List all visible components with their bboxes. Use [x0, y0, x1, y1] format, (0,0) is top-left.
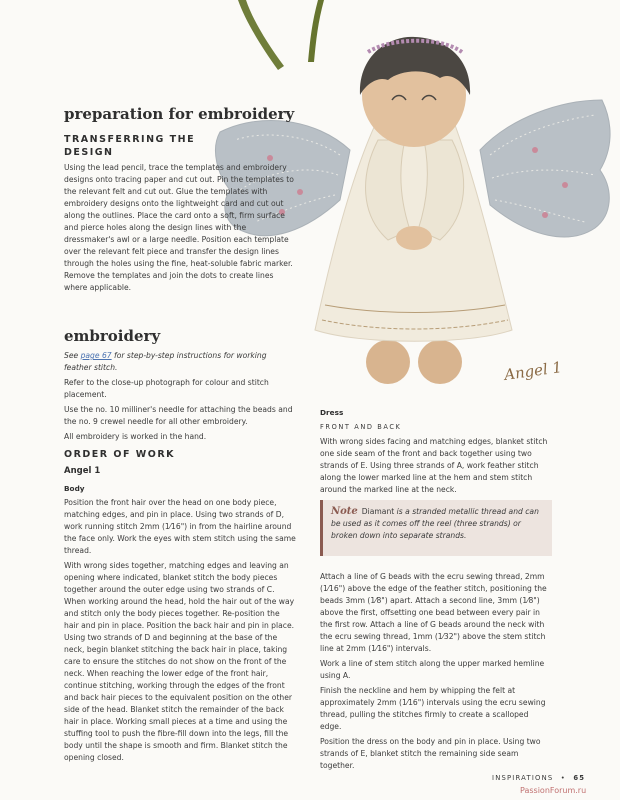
dress-p5: Position the dress on the body and pin in place. Using two strands of E, blanket stitch the remaining side seam together. [320, 737, 541, 770]
prep-heading: preparation for embroidery [64, 105, 295, 123]
footer-separator: • [560, 774, 566, 782]
order-heading: ORDER OF WORK [64, 449, 175, 460]
page-67-link[interactable]: page 67 [80, 351, 112, 360]
embroidery-p2: Use the no. 10 milliner's needle for attaching the beads and the no. 9 crewel needle for all other embroidery. [64, 405, 293, 426]
photo-caption: Angel 1 [503, 358, 564, 384]
dress-p2: Attach a line of G beads with the ecru sewing thread, 2mm (1⁄16") above the edge of the feather stitch, positioning the beads 3mm (1⁄8") apart. Attach a second line, 3mm (1⁄8") above the first, offsetting one bead between every pair in the first row. Attach a line of G beads around the neck with the ecru sewing thread, 1mm (1⁄32") above the stem stitch line at 2mm (1⁄16") intervals. [320, 572, 547, 653]
dress-subheading: FRONT AND BACK [320, 423, 402, 431]
note-box [320, 500, 552, 556]
watermark: PassionForum.ru [520, 786, 587, 795]
ribbon [238, 0, 284, 70]
body-section [64, 497, 296, 767]
dress-section [320, 571, 552, 775]
page-number: 65 [573, 774, 586, 782]
dress-p1: With wrong sides facing and matching edges, blanket stitch one side seam of the front and back together using two strands of E. Using three strands of A, work feather stitch along the lower marked line at the hem and stem stitch around the marked line at the neck. [320, 437, 548, 494]
body-p1: Position the front hair over the head on one body piece, matching edges, and pin in place. Using two strands of D, work running stitch 2mm (1⁄16") in from the hairline around the face only. Work the eyes with stem stitch using the same thread. [64, 498, 296, 555]
note-label: Note [331, 506, 358, 517]
embroidery-section [64, 350, 296, 446]
ribbon-right [308, 0, 324, 62]
dress-p4: Finish the neckline and hem by whipping the felt at approximately 2mm (1⁄16") intervals using the ecru sewing thread, pulling the stitches firmly to create a scalloped edge. [320, 686, 546, 731]
angel-heading: Angel 1 [64, 466, 101, 476]
note-keyword: Diamant [361, 507, 395, 516]
see-note: See page 67 for step-by-step instructions for working feather stitch. [64, 351, 267, 372]
embroidery-p3: All embroidery is worked in the hand. [64, 432, 207, 441]
note-text: is a stranded metallic thread and can be used as it comes off the reel (three strands) or broken down into separate strands. [331, 507, 539, 540]
dress-p3: Work a line of stem stitch along the upper marked hemline using A. [320, 659, 545, 680]
footer-section: INSPIRATIONS [492, 774, 554, 782]
embroidery-p1: Refer to the close-up photograph for colour and stitch placement. [64, 378, 269, 399]
dress-heading: Dress [320, 408, 344, 417]
embroidery-heading: embroidery [64, 327, 161, 345]
body-heading: Body [64, 484, 85, 493]
prep-subheading: TRANSFERRING THE DESIGN [64, 134, 196, 158]
page-footer [492, 774, 585, 782]
prep-paragraph: Using the lead pencil, trace the templates and embroidery designs onto tracing paper and cut out. Pin the templates to the relevant felt and cut out. Glue the templates with embroidery designs onto the lightweight card and cut out along the outlines. Place the card onto a soft, firm surface and pierce holes along the design lines with the dressmaker's awl or a large needle. Position each template over the relevant felt piece and transfer the design lines through the holes using the fine, heat-soluble fabric marker. Remove the templates and join the dots to create lines where applicable. [64, 163, 294, 292]
body-p2: With wrong sides together, matching edges and leaving an opening where indicated, blanket stitch the body pieces together around the outer edge using two strands of C. When working around the head, hold the hair out of the way and stitch only the body pieces together. Re-position the hair and pin in place. Position the back hair and pin in place. Using two strands of D and beginning at the base of the neck, begin blanket stitching the back hair in place, taking care to ensure the stitches do not show on the front of the neck. When reaching the lower edge of the front hair, continue stitching, working through the edges of the front and back hair pieces to the equivalent position on the other side of the head. Blanket stitch the remainder of the back hair in place. Working small pieces at a time and using the stuffing tool to push the fibre-fill down into the legs, fill the body until the shape is smooth and firm. Blanket stitch the opening closed. [64, 561, 295, 762]
